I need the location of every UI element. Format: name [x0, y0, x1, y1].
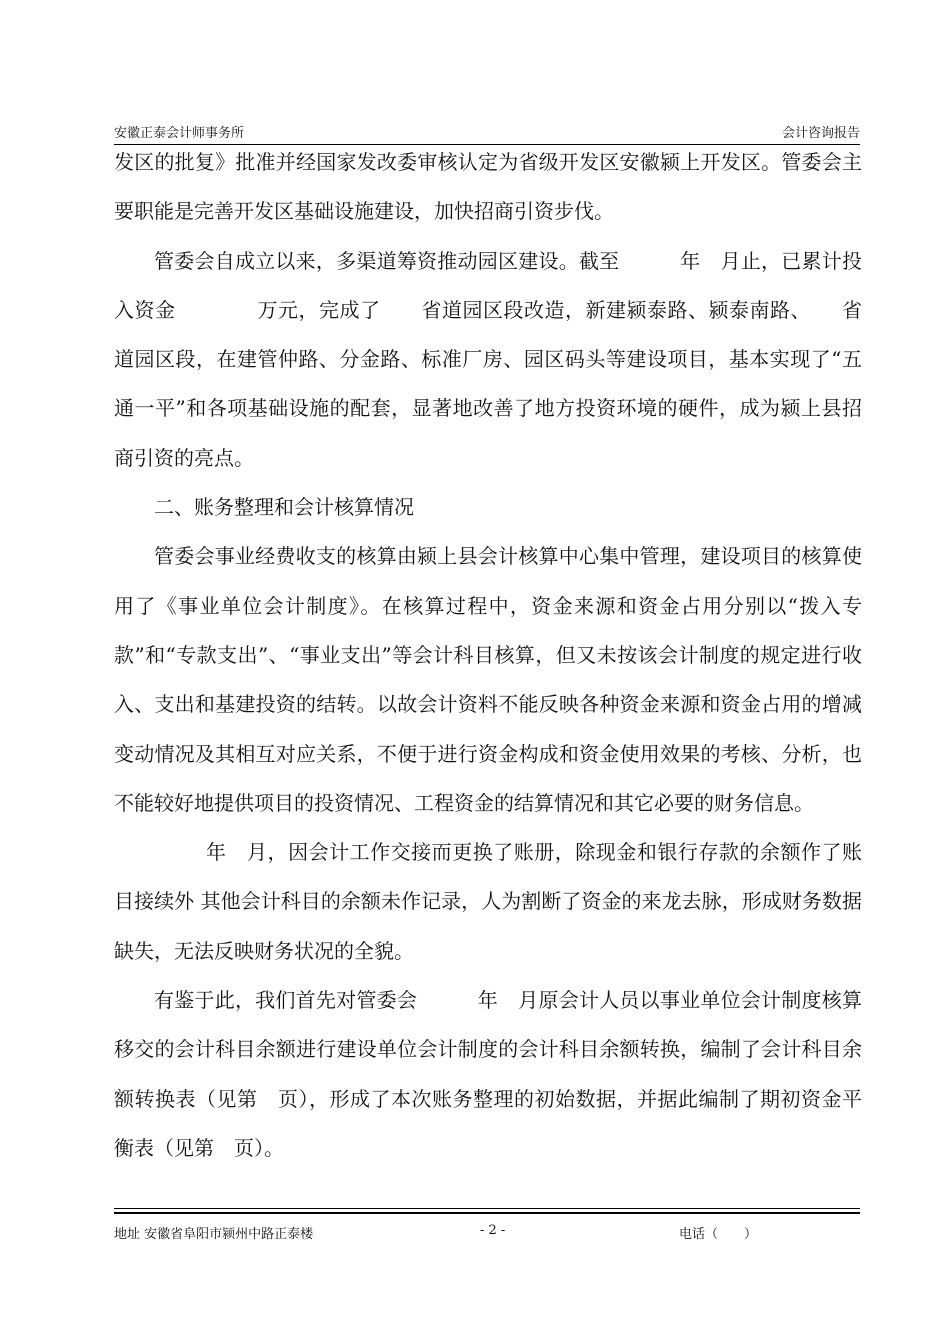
- report-type: 会计咨询报告: [781, 126, 860, 141]
- paragraph-construction: 管委会自成立以来，多渠道筹资推动园区建设。截至 年 月止，已累计投入资金 万元，完成了 省道园区段改造，新建颍泰路、颍泰南路、 省道园区段，在建管仲路、分金路、标准厂房、园区码头等建设项目，基本实现了“五通一平”和各项基础设施的配套，显著地改善了地方投资环境的硬件，成为颍上县招商引资的亮点。: [114, 248, 862, 470]
- paragraph-handover: 年 月，因会计工作交接而更换了账册，除现金和银行存款的余额作了账目接续外 其他会计科目的余额未作记录，人为割断了资金的来龙去脉，形成财务数据缺失，无法反映财务状况的全貌。: [114, 840, 862, 963]
- paragraph-accounting: 管委会事业经费收支的核算由颍上县会计核算中心集中管理，建设项目的核算使用了《事业单位会计制度》。在核算过程中，资金来源和资金占用分别以“拨入专款”和“专款支出”、“事业支出”等会计科目核算，但又未按该会计制度的规定进行收入、支出和基建投资的结转。以故会计资料不能反映各种资金来源和资金占用的增减变动情况及其相互对应关系，不便于进行资金构成和资金使用效果的考核、分析，也不能较好地提供项目的投资情况、工程资金的结算情况和其它必要的财务信息。: [114, 544, 862, 815]
- section-heading: 二、账务整理和会计核算情况: [154, 495, 414, 520]
- document-body: [114, 138, 862, 1173]
- footer-phone: 电话（ ）: [679, 1227, 758, 1242]
- paragraph-conversion: 有鉴于此，我们首先对管委会 年 月原会计人员以事业单位会计制度核算移交的会计科目余额进行建设单位会计制度的会计科目余额转换，编制了会计科目余额转换表（见第 页），形成了本次账务整理的初始数据，并据此编制了期初资金平衡表（见第 页）。: [114, 988, 862, 1160]
- footer-address: 地址 安徽省阜阳市颍州中路正泰楼: [114, 1227, 314, 1242]
- paragraph-continued: 发区的批复》批准并经国家发改委审核认定为省级开发区安徽颍上开发区。管委会主要职能是完善开发区基础设施建设，加快招商引资步伐。: [114, 150, 862, 224]
- firm-name: 安徽正泰会计师事务所: [114, 126, 245, 141]
- page-number: - 2 -: [480, 1223, 506, 1238]
- page-footer: [114, 1208, 860, 1253]
